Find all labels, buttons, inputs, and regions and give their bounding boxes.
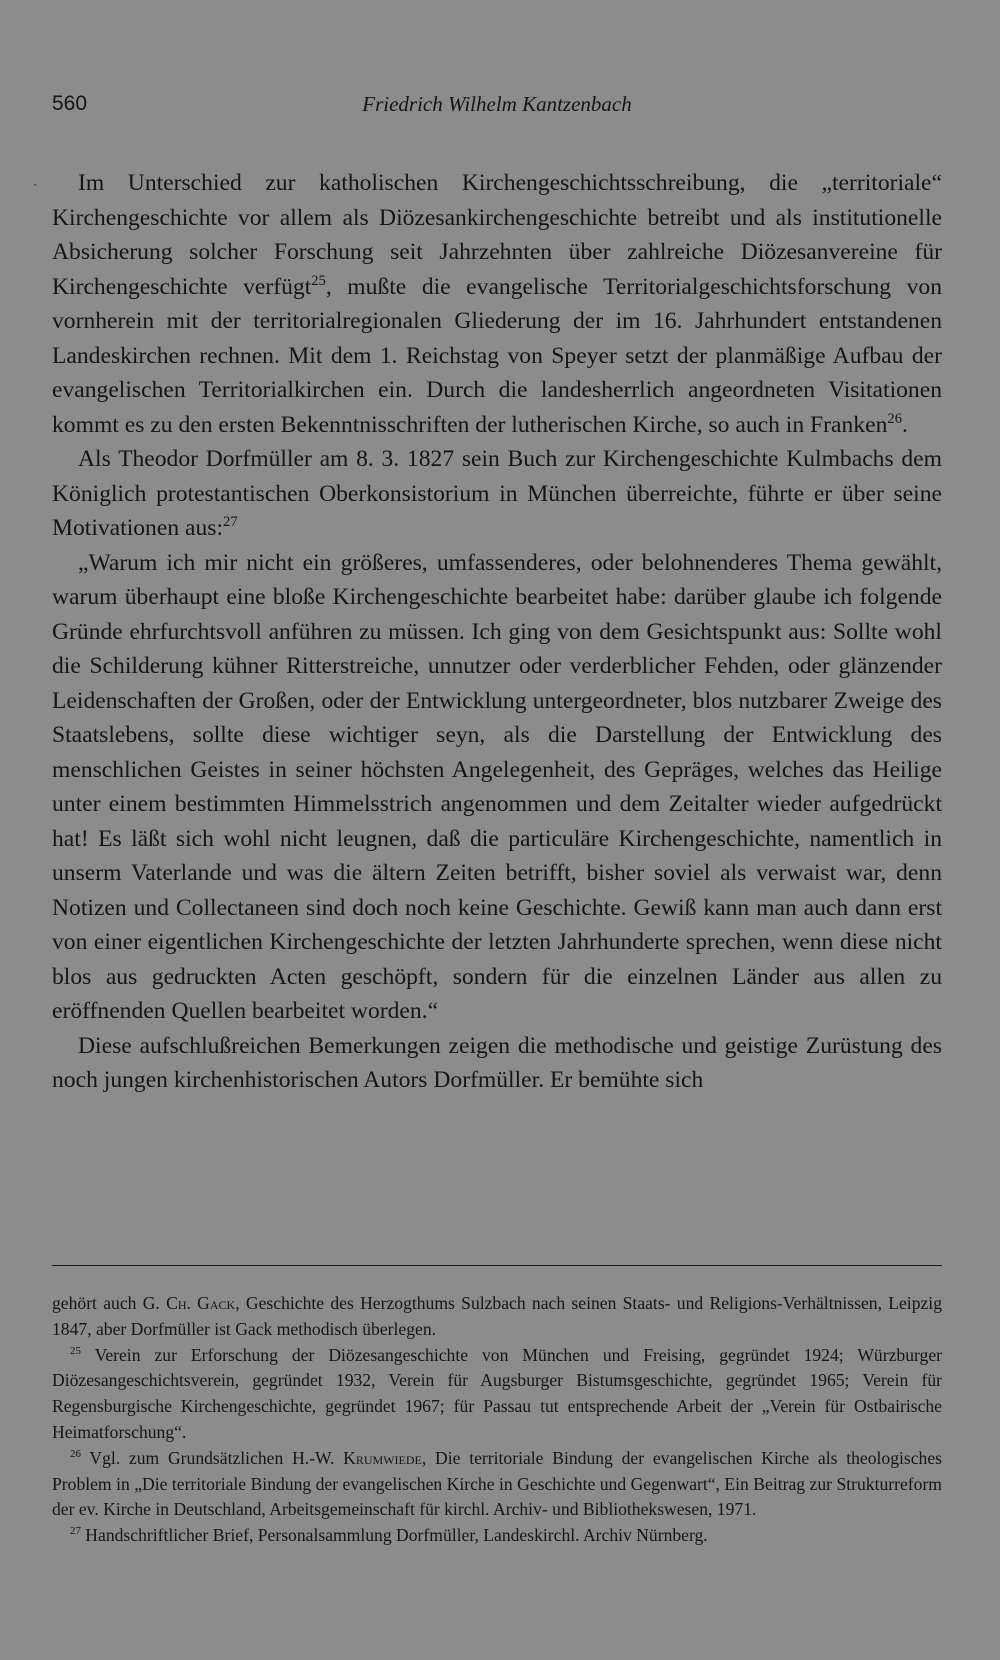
running-head: Friedrich Wilhelm Kantzenbach [362,92,632,116]
page-number: 560 [52,92,88,115]
footnote-27: $^{27}$ Handschriftlicher Brief, Personalsammlung Dorfmüller, Landeskirchl. Archiv Nürnberg. [70,1525,708,1546]
footnote-continuation: gehört auch G. Ch. Gack, Geschichte des Herzogthums Sulzbach nach seinen Staats- und Religions-Verhältnissen, Leipzig 1847, aber Dorfmüller ist Gack methodisch überlegen. [52,1293,942,1339]
author-name: H.-W. Krumwiede [292,1447,422,1468]
footnote-number: 26 [70,1447,81,1460]
footnotes [52,1291,942,1549]
quote-paragraph: „Warum ich mir nicht ein größeres, umfassenderes, oder belohnenderes Thema gewählt, warum überhaupt eine bloße Kirchengeschichte bearbeitet habe: darüber glaube ich folgende Gründe ehrfurchtsvoll anführen zu müssen. Ich ging von dem Gesichtspunkt aus: Sollte wohl die Schilderung kühner Ritterstreiche, unnutzer oder verderblicher Fehden, oder glänzender Leidenschaften der Großen, oder der Entwicklung untergeordneter, blos nutzbarer Zweige des Staatslebens, sollte diese wichtiger seyn, als die Darstellung der Entwicklung des menschlichen Geistes in seiner höchsten Angelegenheit, des Gepräges, welches das Heilige unter einem bestimmten Himmelsstrich angenommen und dem Zeitalter wieder aufgedrückt hat! Es läßt sich wohl nicht leugnen, daß die particuläre Kirchengeschichte, namentlich in unserm Vaterlande und was die ältern Zeiten betrifft, bisher soviel als verwaist war, denn Notizen und Collectaneen sind doch noch keine Geschichte. Gewiß kann man auch dann erst von einer eigentlichen Kirchengeschichte der letzten Jahrhunderte sprechen, wenn diese nicht blos aus gedruckten Acten geschöpft, sondern für die einzelnen Länder aus allen zu eröffnenden Quellen bearbeitet worden.“ [52,549,942,1024]
author-name: G. Ch. Gack [142,1293,236,1313]
footnote-25: $^{25}$ Verein zur Erforschung der Diözesangeschichte von München und Freising, gegründet 1924; Würzburger Diözesangeschichtsverein, gegründet 1932, Verein für Augsburger Bistumsgeschichte, gegründet 1965; Verein für Regensburgische Kirchengeschichte, gegründet 1967; für Passau tut entsprechende Arbeit der „Verein für Ostbairische Heimatforschung“. [52,1344,942,1442]
footnote-ref-26[interactable]: 26 [887,410,902,427]
paragraph-4: Diese aufschlußreichen Bemerkungen zeigen die methodische und geistige Zurüstung des noch jungen kirchenhistorischen Autors Dorfmüller. Er bemühte sich [52,1032,942,1093]
footnote-ref-27[interactable]: 27 [223,514,238,531]
paragraph-1: Im Unterschied zur katholischen Kirchengeschichtsschreibung, die „territoriale“ Kirchengeschichte vor allem als Diözesankirchengeschichte betreibt und als institutionelle Absicherung solcher Forschung seit Jahrzehnten über zahlreiche Diözesanvereine für Kirchengeschichte verfügt$^{25}$, mußte die evangelische Territorialgeschichtsforschung von vornherein mit der territorialregionalen Gliederung der im 16. Jahrhundert entstandenen Landeskirchen rechnen. Mit dem 1. Reichstag von Speyer setzt der planmäßige Aufbau der evangelischen Territorialkirchen ein. Durch die landesherrlich angeordneten Visitationen kommt es zu den ersten Bekenntnisschriften der lutherischen Kirche, so auch in Franken$^{26}$. [52,170,942,438]
footnote-rule [52,1265,942,1266]
paragraph-2: Als Theodor Dorfmüller am 8. 3. 1827 sein Buch zur Kirchengeschichte Kulmbachs dem Königlich protestantischen Oberkonsistorium in München überreichte, führte er über seine Motivationen aus:$^{27}$ [52,446,942,541]
footnote-number: 27 [70,1525,81,1538]
margin-tick-mark: ˎ [33,172,38,187]
page-header [52,92,942,122]
footnote-26: $^{26}$ Vgl. zum Grundsätzlichen H.-W. Krumwiede, Die territoriale Bindung der evangelischen Kirche als theologisches Problem in „Die territoriale Bindung der evangelischen Kirche in Geschichte und Gegenwart“, Ein Beitrag zur Strukturreform der ev. Kirche in Deutschland, Arbeitsgemeinschaft für kirchl. Archiv- und Bibliothekswesen, 1971. [52,1447,943,1520]
main-text [52,166,942,1098]
footnote-number: 25 [70,1344,81,1357]
footnote-ref-25[interactable]: 25 [311,272,326,289]
